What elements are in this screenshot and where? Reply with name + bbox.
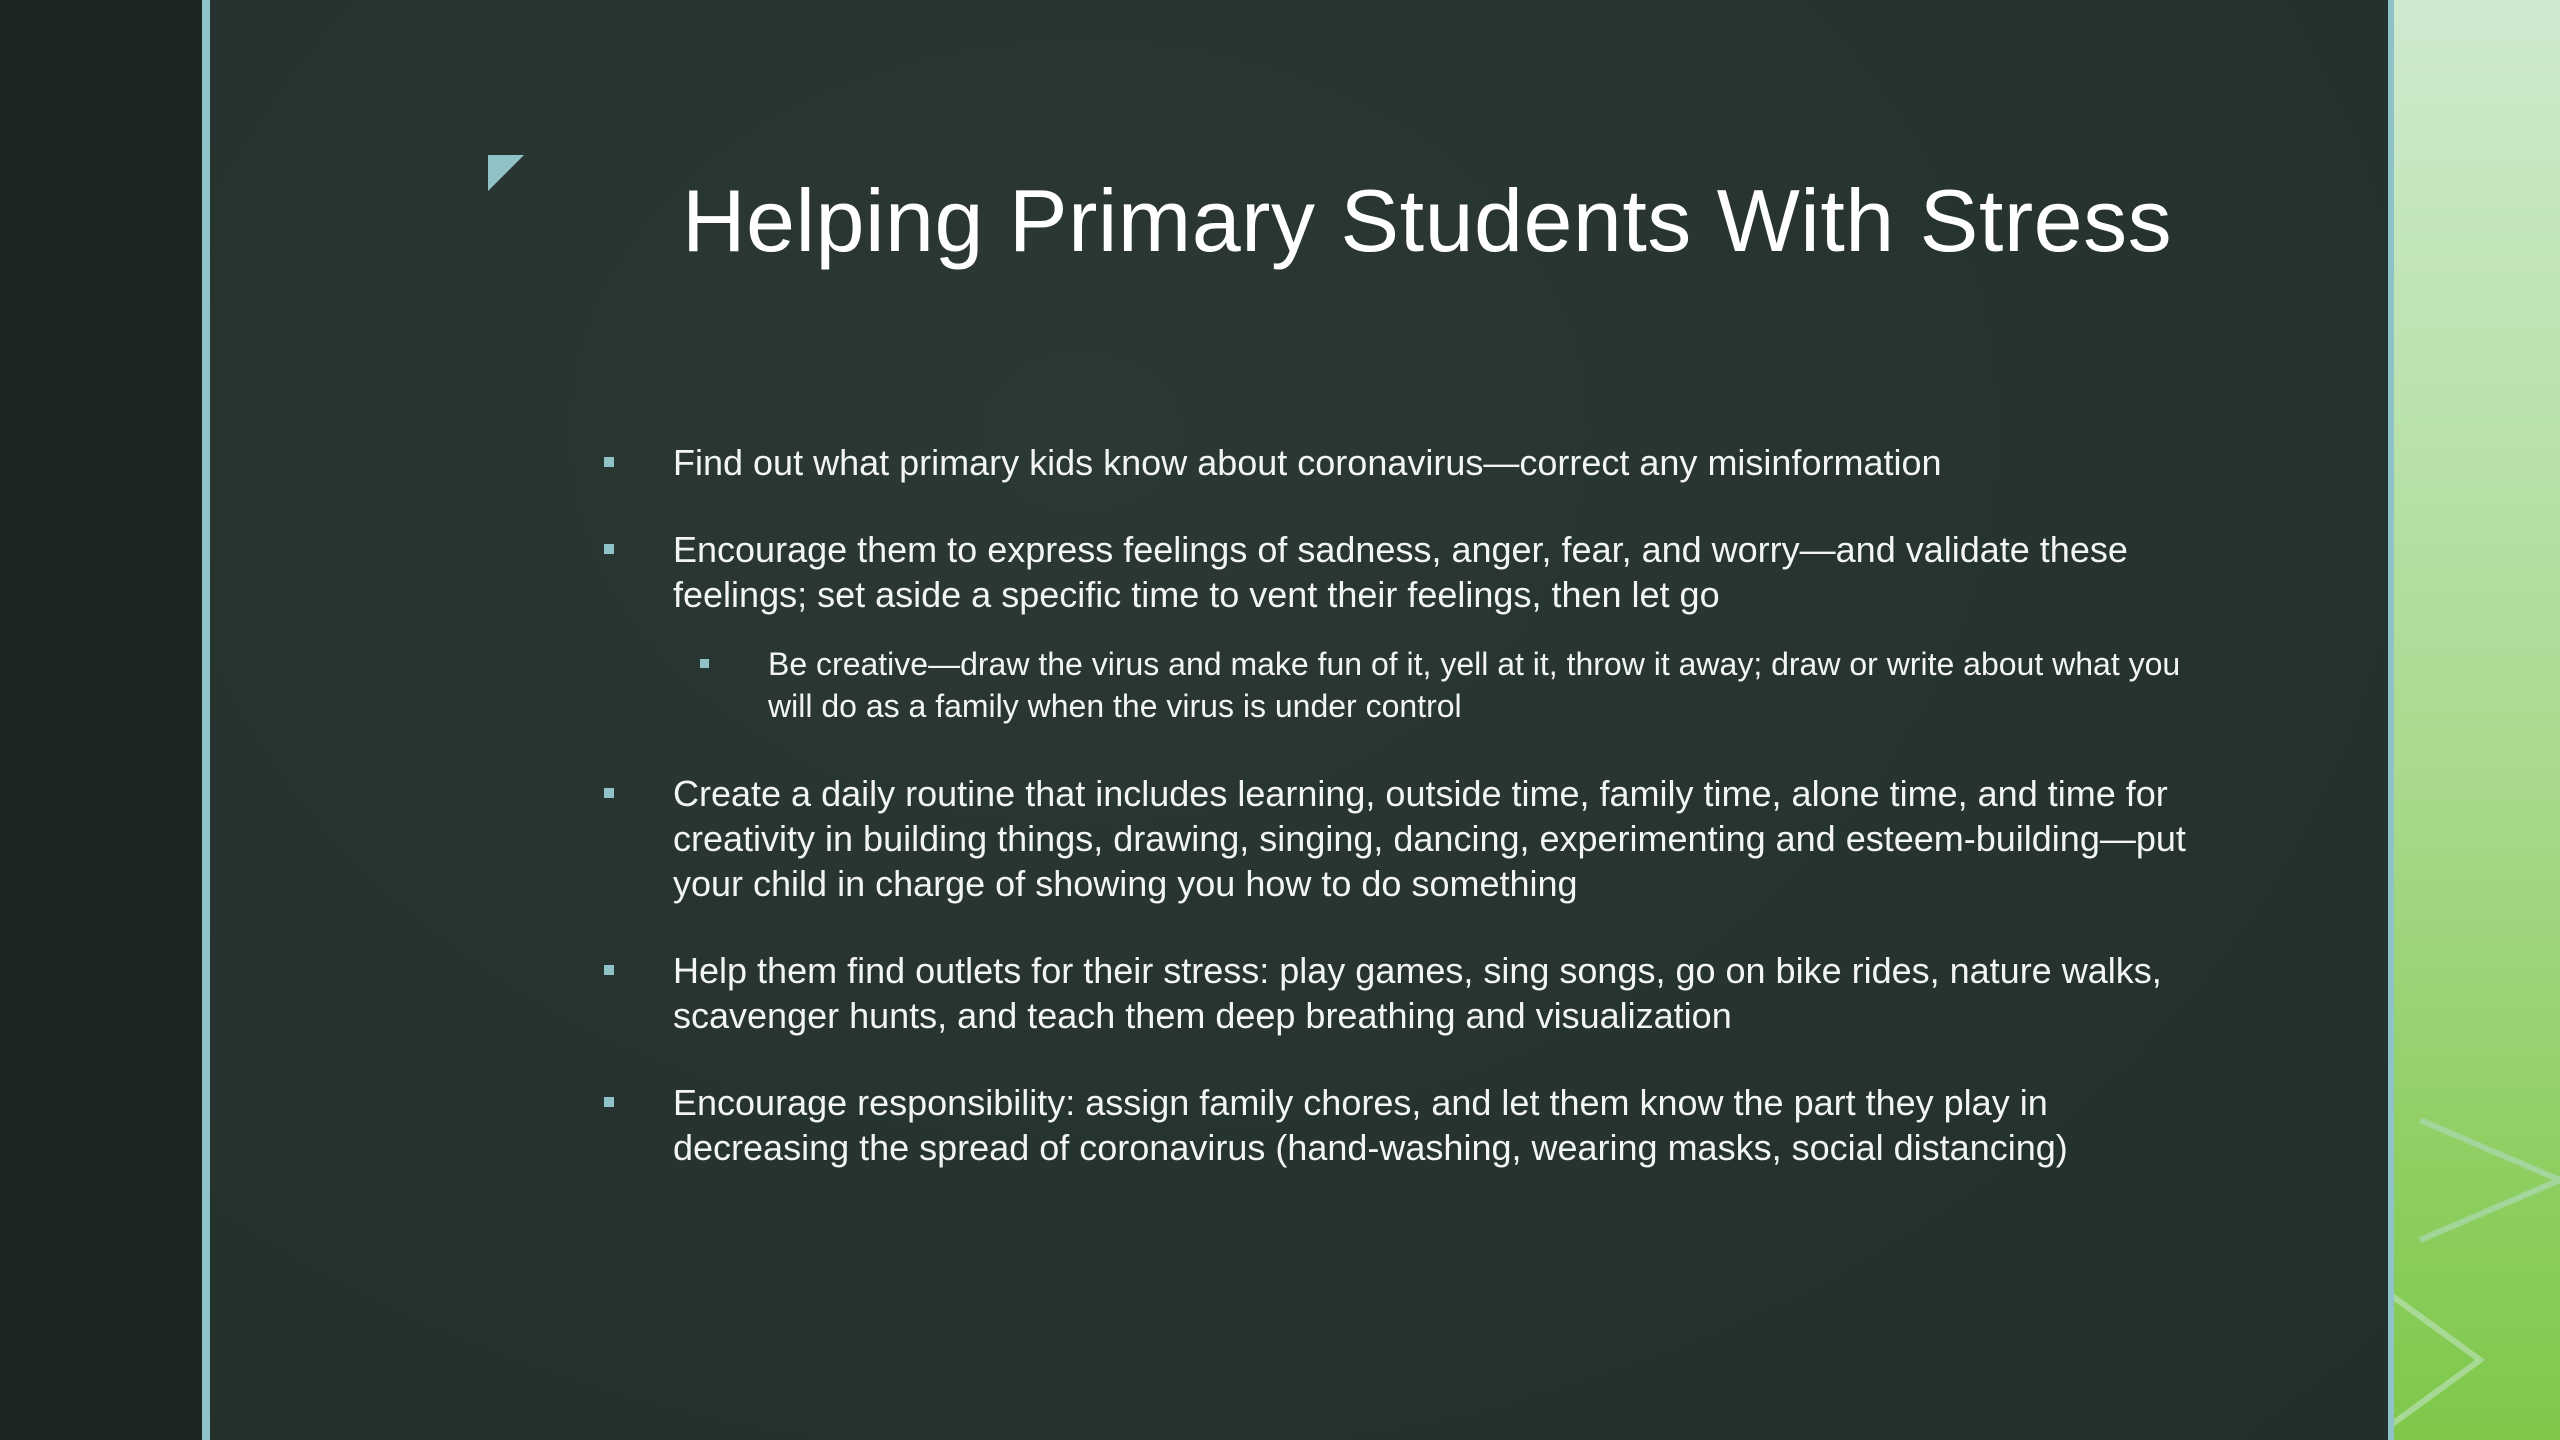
square-bullet-icon [604, 965, 614, 975]
bullet-text: Create a daily routine that includes learning, outside time, family time, alone time, and time for creativity in building things, drawing, singing, dancing, experimenting and esteem-building—put your child in charge of showing you how to do something [673, 773, 2186, 904]
left-dark-band [0, 0, 202, 1440]
corner-triangle-icon [488, 155, 524, 191]
chevron-right-icon [2394, 0, 2560, 1440]
bullet-list [600, 440, 2220, 1212]
square-bullet-icon [604, 457, 614, 467]
square-bullet-icon [604, 788, 614, 798]
sub-bullet-text: Be creative—draw the virus and make fun of it, yell at it, throw it away; draw or write about what you will do as a family when the virus is under control [768, 646, 2181, 724]
square-bullet-icon [700, 659, 709, 668]
sub-bullet-item [600, 643, 2220, 727]
bullet-item [600, 527, 2220, 617]
slide-title: Helping Primary Students With Stress [682, 171, 2173, 270]
bullet-item [600, 1080, 2220, 1170]
left-accent-rule [202, 0, 210, 1440]
bullet-item [600, 440, 2220, 485]
bullet-item [600, 771, 2220, 906]
square-bullet-icon [604, 544, 614, 554]
bullet-text: Encourage them to express feelings of sadness, anger, fear, and worry—and validate these feelings; set aside a specific time to vent their feelings, then let go [673, 529, 2128, 615]
bullet-text: Help them find outlets for their stress: play games, sing songs, go on bike rides, nature walks, scavenger hunts, and teach them deep breathing and visualization [673, 950, 2162, 1036]
square-bullet-icon [604, 1097, 614, 1107]
bullet-item [600, 948, 2220, 1038]
right-decorative-band [2394, 0, 2560, 1440]
bullet-text: Encourage responsibility: assign family chores, and let them know the part they play in decreasing the spread of coronavirus (hand-washing, wearing masks, social distancing) [673, 1082, 2068, 1168]
bullet-text: Find out what primary kids know about coronavirus—correct any misinformation [673, 442, 1942, 483]
